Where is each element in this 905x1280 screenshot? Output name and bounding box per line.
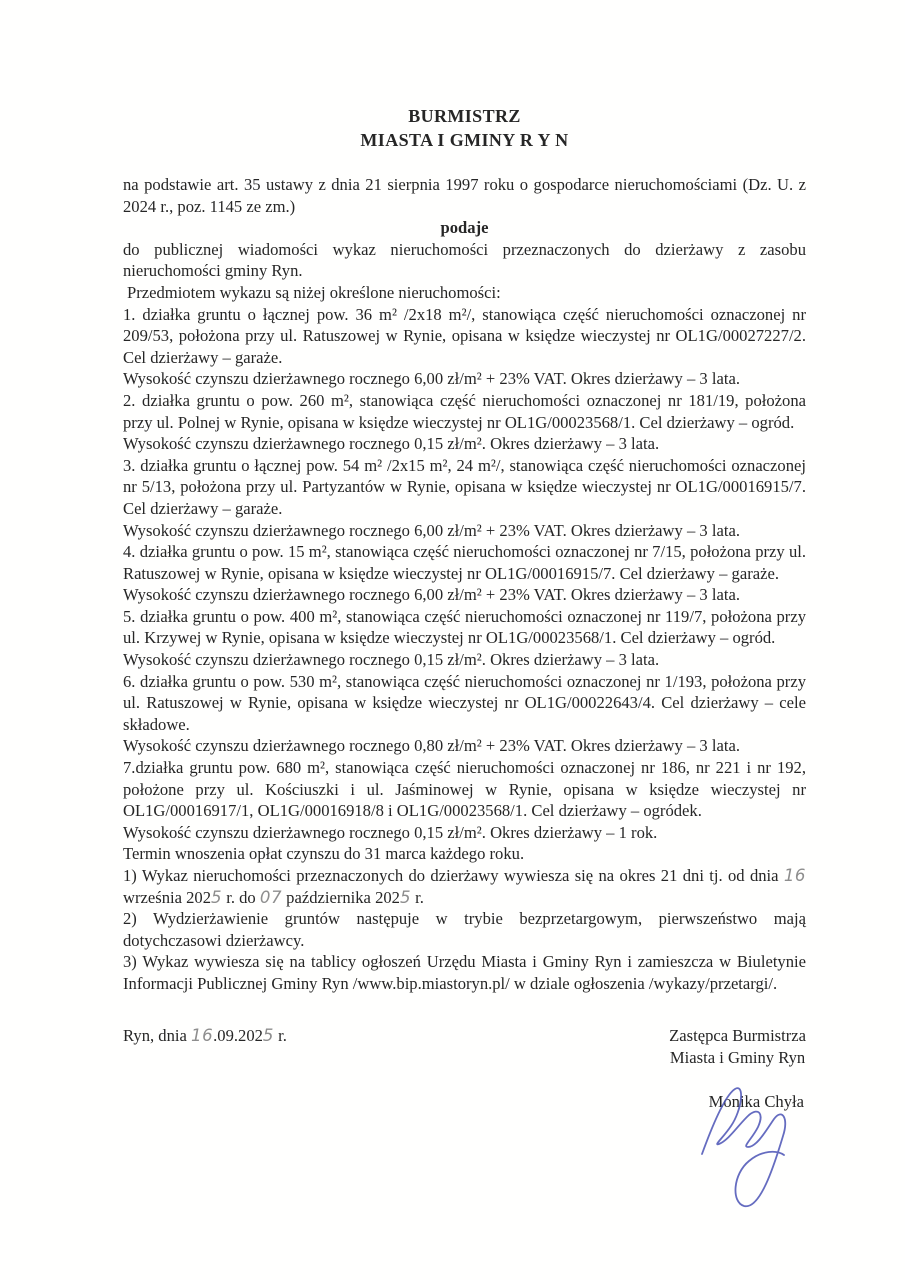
note-1-to-month: października 202 (282, 887, 400, 907)
property-item-4 (123, 541, 806, 606)
handwritten-from-day: 16 (783, 866, 806, 885)
property-description: 3. działka gruntu o łącznej pow. 54 m² /2x15 m², 24 m²/, stanowiąca część nieruchomości oznaczonej nr 5/13, położona przy ul. Partyzantów w Rynie, opisana w księdze wieczystej nr OL1G/00016915/7. Cel dzierżawy – garaże. (123, 455, 806, 518)
date-suffix: r. (273, 1025, 287, 1045)
property-description: 4. działka gruntu o pow. 15 m², stanowiąca część nieruchomości oznaczonej nr 7/15, położona przy ul. Ratuszowej w Rynie, opisana w księdze wieczystej nr OL1G/00016915/7. Cel dzierżawy – garaże. (123, 542, 806, 583)
document-title (123, 104, 806, 152)
property-rent: Wysokość czynszu dzierżawnego rocznego 0,80 zł/m² + 23% VAT. Okres dzierżawy – 3 lata. (123, 736, 740, 756)
signer-title-line1: Zastępca Burmistrza (669, 1025, 806, 1045)
date-middle: .09.202 (213, 1025, 263, 1045)
property-rent: Wysokość czynszu dzierżawnego rocznego 0,15 zł/m². Okres dzierżawy – 3 lata. (123, 650, 660, 670)
note-1-between: r. do (222, 887, 260, 907)
property-item-5 (123, 606, 806, 671)
property-rent: Wysokość czynszu dzierżawnego rocznego 6,00 zł/m² + 23% VAT. Okres dzierżawy – 3 lata. (123, 520, 740, 540)
handwritten-to-day: 07 (259, 887, 283, 907)
note-3: 3) Wykaz wywiesza się na tablicy ogłoszeń Urzędu Miasta i Gminy Ryn i zamieszcza w Biuletynie Informacji Publicznej Gminy Ryn /www.bip.miastoryn.pl/ w dziale ogłoszenia /wykazy/przetargi/. (123, 952, 806, 993)
property-item-2 (123, 390, 806, 455)
note-1 (123, 865, 806, 908)
property-description: 7.działka gruntu pow. 680 m², stanowiąca część nieruchomości oznaczonej nr 186, nr 221 i nr 192, położone przy ul. Kościuszki i ul. Jaśminowej w Rynie, opisana w księdze wieczystej nr OL1G/00016917/1, OL1G/00016918/8 i OL1G/00023568/1. Cel dzierżawy – ogródek. (123, 758, 806, 821)
property-rent: Wysokość czynszu dzierżawnego rocznego 6,00 zł/m² + 23% VAT. Okres dzierżawy – 3 lata. (123, 369, 740, 389)
note-1-text-before: 1) Wykaz nieruchomości przeznaczonych do dzierżawy wywiesza się na okres 21 dni tj. od dnia (123, 866, 784, 885)
signature-block (669, 1025, 806, 1113)
announcement: do publicznej wiadomości wykaz nieruchomości przeznaczonych do dzierżawy z zasobu nieruchomości gminy Ryn. (123, 239, 806, 281)
handwritten-day: 16 (191, 1025, 214, 1045)
property-item-3 (123, 455, 806, 541)
handwritten-to-year-digit: 5 (399, 887, 412, 907)
payment-deadline: Termin wnoszenia opłat czynszu do 31 marca każdego roku. (123, 844, 525, 864)
property-description: 5. działka gruntu o pow. 400 m², stanowiąca część nieruchomości oznaczonej nr 119/7, położona przy ul. Krzywej w Rynie, opisana w księdze wieczystej nr OL1G/00023568/1. Cel dzierżawy – ogród. (123, 606, 806, 648)
property-description: 1. działka gruntu o łącznej pow. 36 m² /2x18 m²/, stanowiąca część nieruchomości oznaczonej nr 209/53, położona przy ul. Ratuszowej w Rynie, opisana w księdze wieczystej nr OL1G/00027227/2. Cel dzierżawy – garaże. (123, 304, 806, 367)
footer (123, 1025, 806, 1113)
handwritten-year-digit: 5 (262, 1025, 274, 1045)
issuer-name: BURMISTRZ (408, 106, 521, 126)
subject-line: Przedmiotem wykazu są niżej określone nieruchomości: (127, 282, 501, 302)
issuer-office: MIASTA I GMINY R Y N (360, 130, 569, 150)
note-2: 2) Wydzierżawienie gruntów następuje w trybie bezprzetargowym, pierwszeństwo mają dotychczasowi dzierżawcy. (123, 909, 806, 950)
property-rent: Wysokość czynszu dzierżawnego rocznego 6,00 zł/m² + 23% VAT. Okres dzierżawy – 3 lata. (123, 585, 740, 605)
signer-name: Monika Chyła (708, 1091, 804, 1111)
podaje-line: podaje (440, 218, 489, 238)
note-1-text-after: r. (411, 887, 424, 907)
property-list (123, 304, 806, 844)
date-prefix: Ryn, dnia (123, 1025, 192, 1045)
place-and-date (123, 1025, 287, 1047)
note-1-from-month: września 202 (123, 887, 212, 907)
property-description: 2. działka gruntu o pow. 260 m², stanowiąca część nieruchomości oznaczonej nr 181/19, położona przy ul. Polnej w Rynie, opisana w księdze wieczystej nr OL1G/00023568/1. Cel dzierżawy – ogród. (123, 390, 806, 432)
property-item-1 (123, 304, 806, 390)
handwritten-from-year-digit: 5 (211, 887, 223, 907)
property-item-7 (123, 757, 806, 843)
signer-title-line2: Miasta i Gminy Ryn (669, 1047, 806, 1067)
legal-basis: na podstawie art. 35 ustawy z dnia 21 sierpnia 1997 roku o gospodarce nieruchomościami (Dz. U. z 2024 r., poz. 1145 ze zm.) (123, 175, 806, 216)
property-rent: Wysokość czynszu dzierżawnego rocznego 0,15 zł/m². Okres dzierżawy – 1 rok. (123, 822, 658, 842)
property-description: 6. działka gruntu o pow. 530 m², stanowiąca część nieruchomości oznaczonej nr 1/193, położona przy ul. Ratuszowej w Rynie, opisana w księdze wieczystej nr OL1G/00022643/4. Cel dzierżawy – cele składowe. (123, 671, 806, 734)
property-rent: Wysokość czynszu dzierżawnego rocznego 0,15 zł/m². Okres dzierżawy – 3 lata. (123, 434, 660, 454)
property-item-6 (123, 671, 806, 757)
document-body (123, 104, 806, 1113)
